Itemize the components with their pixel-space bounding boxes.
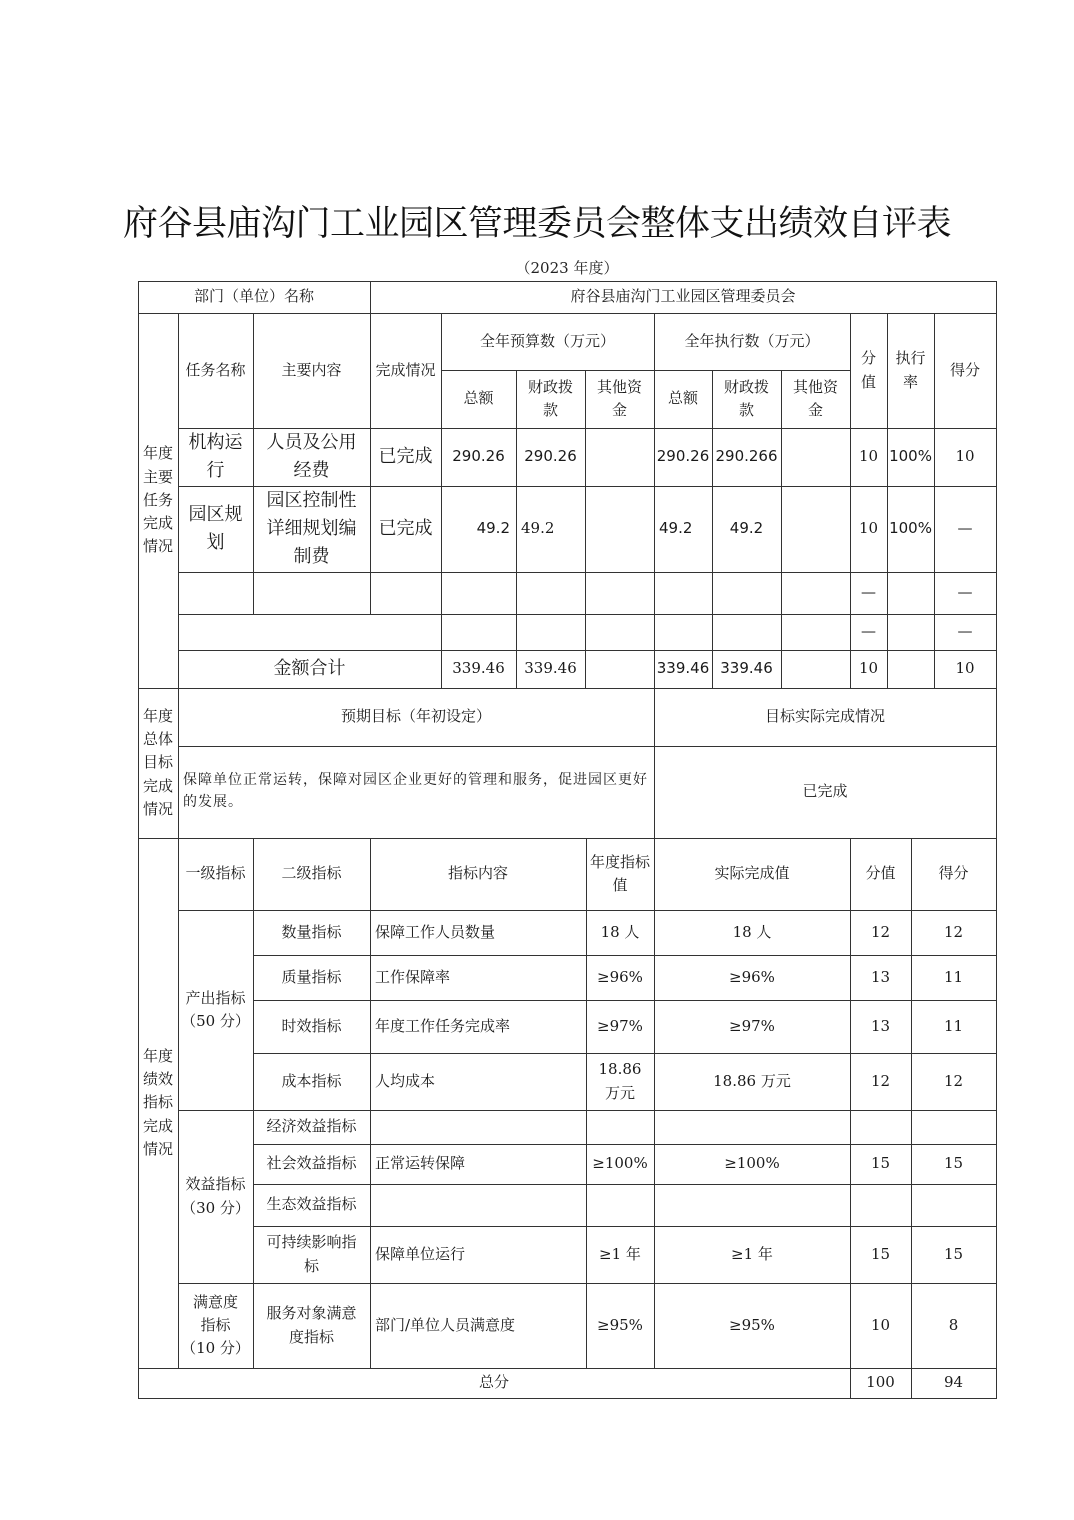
header-exec-group: 全年执行数（万元） (684, 331, 820, 350)
dept-name-value: 府谷县庙沟门工业园区管理委员会 (570, 287, 796, 306)
expected-goal-text: 保障单位正常运转，保障对园区企业更好的管理和服务，促进园区更好的发展。 (183, 772, 648, 810)
tasks-side-label: 年度 主要 任务 完成 情况 (142, 444, 173, 556)
kpi-content-cell (370, 1110, 586, 1144)
goal-side-label: 年度 总体 目标 完成 情况 (142, 706, 173, 818)
kpi-content-cell: 正常运转保障 (375, 1154, 466, 1173)
kpi-score-cell (911, 1184, 996, 1226)
budget-other-cell (585, 572, 654, 614)
header-main-content: 主要内容 (281, 360, 342, 379)
kpi-target-cell: ≥100% (592, 1154, 648, 1173)
task-status-cell: 已完成 (378, 518, 433, 540)
kpi-content-cell: 人均成本 (375, 1071, 436, 1090)
kpi-target-cell: 18 人 (600, 922, 640, 941)
kpi-header-level1: 一级指标 (185, 864, 246, 883)
kpi-value-cell: 13 (870, 967, 891, 986)
kpi-level2-cell: 数量指标 (281, 922, 342, 941)
budget-fiscal-cell (516, 614, 585, 650)
sum-label: 金额合计 (273, 658, 346, 680)
task-content-cell: 人员及公用 经费 (266, 432, 357, 481)
kpi-header-level2: 二级指标 (281, 864, 342, 883)
task-content-cell (253, 614, 370, 650)
score-cell: — (957, 622, 973, 641)
task-content-cell: 园区控制性 详细规划编 制费 (266, 490, 357, 567)
budget-total-cell: 290.26 (452, 447, 505, 466)
score-cell: — (957, 583, 973, 602)
exec-rate-cell: 100% (889, 447, 932, 466)
budget-total-cell (441, 572, 516, 614)
budget-total-cell (441, 614, 516, 650)
kpi-header-score: 得分 (938, 864, 969, 883)
score-value-cell: — (861, 583, 876, 602)
kpi-value-cell: 12 (870, 922, 891, 941)
sum-exec-rate (887, 650, 934, 688)
exec-fiscal-cell: 49.2 (729, 519, 764, 538)
kpi-target-cell (586, 1184, 654, 1226)
kpi-header-content: 指标内容 (447, 864, 508, 883)
sum-exec-total: 339.46 (656, 659, 710, 678)
year-subtitle: （2023 年度） (515, 259, 619, 277)
kpi-value-cell: 12 (870, 1071, 891, 1090)
self-evaluation-table (138, 281, 997, 1398)
kpi-content-cell: 年度工作任务完成率 (375, 1016, 511, 1035)
kpi-actual-cell: 18.86 万元 (713, 1071, 791, 1090)
kpi-value-cell (850, 1110, 911, 1144)
sum-score-value: 10 (858, 659, 879, 678)
score-cell: — (957, 519, 973, 538)
kpi-level2-cell: 质量指标 (281, 967, 342, 986)
kpi-target-cell: ≥95% (597, 1315, 643, 1334)
kpi-score-cell: 8 (948, 1315, 959, 1334)
header-exec-rate: 执行 率 (895, 349, 926, 391)
exec-other-cell (781, 428, 850, 486)
actual-goal-header: 目标实际完成情况 (764, 707, 885, 726)
kpi-header-target: 年度指标值 (589, 852, 650, 894)
header-budget-group: 全年预算数（万元） (479, 331, 615, 350)
kpi-side-label: 年度 绩效 指标 完成 情况 (142, 1046, 173, 1158)
budget-fiscal-cell: 290.26 (524, 447, 577, 466)
table-rule (996, 281, 997, 1399)
kpi-score-cell: 12 (943, 1071, 964, 1090)
kpi-actual-cell (654, 1184, 850, 1226)
kpi-actual-cell (654, 1110, 850, 1144)
task-status-cell (370, 614, 441, 650)
score-value-cell: — (861, 622, 876, 641)
kpi-value-cell: 10 (870, 1315, 891, 1334)
dept-name-label: 部门（单位）名称 (193, 287, 314, 306)
budget-fiscal-cell: 49.2 (521, 519, 555, 538)
task-name-cell (178, 572, 253, 614)
score-value-cell: 10 (858, 519, 879, 538)
sum-exec-other (781, 650, 850, 688)
exec-total-cell (654, 572, 712, 614)
exec-fiscal-cell: 290.266 (715, 447, 778, 466)
actual-goal-text: 已完成 (802, 782, 848, 801)
exec-other-cell (781, 572, 850, 614)
kpi-score-cell: 12 (943, 922, 964, 941)
sum-score: 10 (955, 659, 975, 678)
kpi-level2-cell: 时效指标 (281, 1016, 342, 1035)
header-task-name: 任务名称 (185, 360, 246, 379)
kpi-value-cell (850, 1184, 911, 1226)
budget-fiscal-cell (516, 572, 585, 614)
kpi-group-benefit: 效益指标 （30 分） (181, 1175, 250, 1217)
task-status-cell (370, 572, 441, 614)
score-cell: 10 (955, 447, 975, 466)
kpi-actual-cell: ≥96% (729, 967, 775, 986)
kpi-level2-cell: 成本指标 (281, 1071, 342, 1090)
exec-total-cell: 49.2 (659, 519, 693, 538)
header-exec-fiscal: 财政拨 款 (723, 377, 769, 419)
header-budget-other: 其他资 金 (596, 377, 642, 419)
kpi-target-cell: ≥1 年 (599, 1244, 641, 1263)
total-label: 总分 (478, 1373, 509, 1392)
header-completion: 完成情况 (375, 360, 436, 379)
kpi-value-cell: 15 (870, 1244, 891, 1263)
exec-total-cell: 290.26 (656, 447, 710, 466)
kpi-group-satisfaction: 满意度 指标 （10 分） (181, 1292, 250, 1358)
kpi-content-cell: 工作保障率 (375, 967, 451, 986)
score-value-cell: 10 (858, 447, 879, 466)
kpi-target-cell: ≥96% (597, 967, 643, 986)
task-name-cell: 机构运 行 (188, 432, 243, 481)
exec-rate-cell: 100% (889, 519, 932, 538)
kpi-score-cell: 11 (943, 967, 964, 986)
header-exec-other: 其他资 金 (792, 377, 838, 419)
exec-other-cell (781, 486, 850, 572)
task-name-cell: 园区规 划 (188, 504, 243, 553)
total-value: 100 (866, 1373, 895, 1392)
kpi-target-cell: 18.86 万元 (598, 1060, 642, 1102)
table-rule (138, 1398, 997, 1399)
kpi-content-cell (370, 1184, 586, 1226)
kpi-header-value: 分值 (865, 864, 896, 883)
exec-other-cell (781, 614, 850, 650)
kpi-actual-cell: ≥1 年 (731, 1244, 773, 1263)
sum-budget-fiscal: 339.46 (524, 659, 577, 678)
kpi-header-actual: 实际完成值 (714, 864, 790, 883)
kpi-actual-cell: ≥97% (729, 1016, 775, 1035)
task-name-cell (178, 614, 253, 650)
kpi-level2-cell: 社会效益指标 (266, 1154, 357, 1173)
kpi-level2-cell: 可持续影响指 标 (266, 1233, 357, 1275)
header-score-value: 分 值 (860, 349, 876, 391)
exec-fiscal-cell (712, 572, 781, 614)
kpi-target-cell: ≥97% (597, 1016, 643, 1035)
kpi-value-cell: 13 (870, 1016, 891, 1035)
expected-goal-header: 预期目标（年初设定） (340, 707, 491, 726)
kpi-group-output: 产出指标 （50 分） (181, 988, 250, 1030)
kpi-score-cell: 15 (943, 1154, 964, 1173)
exec-total-cell (654, 614, 712, 650)
exec-rate-cell (887, 572, 934, 614)
kpi-content-cell: 部门/单位人员满意度 (375, 1315, 516, 1334)
kpi-level2-cell: 经济效益指标 (266, 1117, 357, 1136)
kpi-content-cell: 保障工作人员数量 (375, 922, 496, 941)
kpi-level2-cell: 生态效益指标 (266, 1195, 357, 1214)
kpi-actual-cell: 18 人 (732, 922, 772, 941)
kpi-target-cell (586, 1110, 654, 1144)
exec-fiscal-cell (712, 614, 781, 650)
header-budget-fiscal: 财政拨 款 (527, 377, 573, 419)
page-title: 府谷县庙沟门工业园区管理委员会整体支出绩效自评表 (122, 204, 951, 244)
task-status-cell: 已完成 (378, 446, 433, 468)
header-budget-total: 总额 (463, 389, 494, 408)
task-content-cell (253, 572, 370, 614)
kpi-score-cell: 11 (943, 1016, 964, 1035)
budget-other-cell (585, 614, 654, 650)
budget-total-cell: 49.2 (476, 519, 510, 538)
total-score: 94 (943, 1373, 964, 1392)
kpi-value-cell: 15 (870, 1154, 891, 1173)
kpi-actual-cell: ≥95% (729, 1315, 775, 1334)
exec-rate-cell (887, 614, 934, 650)
kpi-level2-cell: 服务对象满意 度指标 (266, 1304, 357, 1346)
budget-other-cell (585, 486, 654, 572)
kpi-actual-cell: ≥100% (724, 1154, 780, 1173)
kpi-score-cell (911, 1110, 996, 1144)
sum-budget-other (585, 650, 654, 688)
header-score: 得分 (949, 360, 980, 379)
kpi-content-cell: 保障单位运行 (375, 1244, 466, 1263)
sum-budget-total: 339.46 (452, 659, 505, 678)
budget-other-cell (585, 428, 654, 486)
kpi-score-cell: 15 (943, 1244, 964, 1263)
sum-exec-fiscal: 339.46 (720, 659, 773, 678)
header-exec-total: 总额 (667, 389, 698, 408)
